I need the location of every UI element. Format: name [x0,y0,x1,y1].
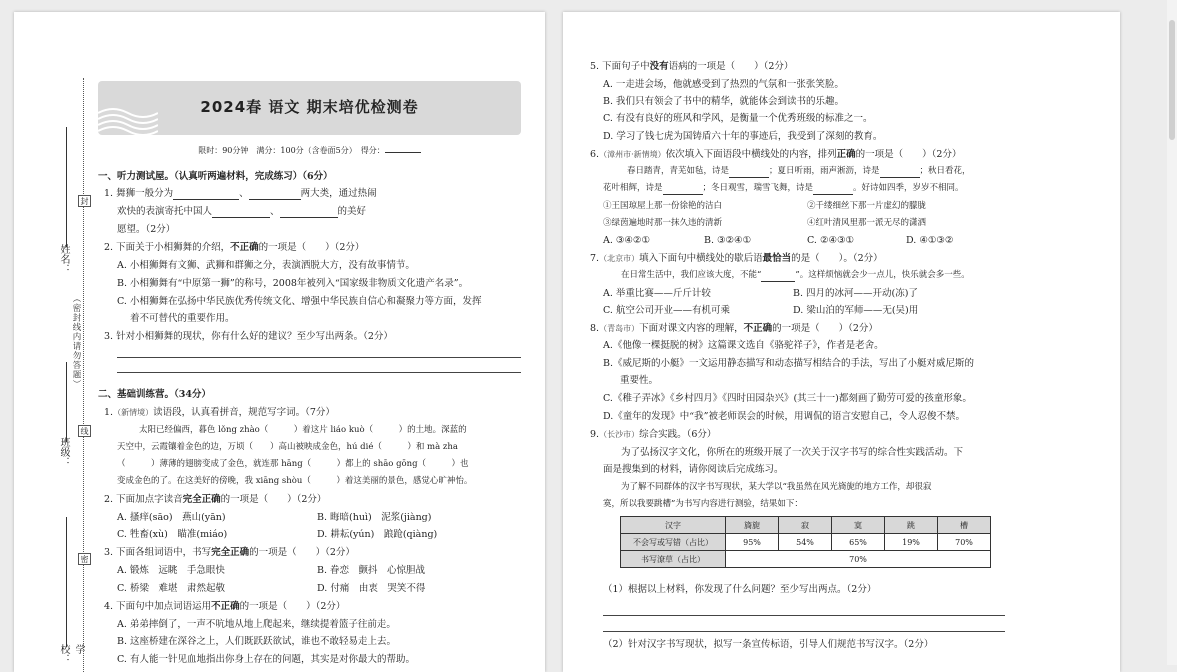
option: C.《稚子弄冰》《乡村四月》《四时田园杂兴》(其三十一)都刻画了勤劳可爱的孩童形象。 [603,393,972,404]
option: ①王国琼屋上那一份徐艳的洁白 [603,201,723,211]
q-tag: （长沙市） [599,430,640,439]
q-emphasis: 没有 [649,61,669,72]
option: B. 小相狮舞有“中原第一狮”的称号，2008年被列入“国家级非物质文化遗产名录”。 [117,278,469,289]
option: C. 有人能一针见血地指出你身上存在的问题，其实是对你最大的帮助。 [117,654,415,665]
q-emphasis: 正确 [836,149,856,160]
scrollbar-thumb[interactable] [1169,20,1175,140]
question-9 [590,428,716,441]
q-emphasis: 不正确 [211,601,240,612]
blank [813,184,853,195]
binding-margin [14,12,96,672]
q-text: 综合实践。（6分） [639,429,717,440]
answer-line[interactable] [117,357,521,358]
q-text: 读语段，认真看拼音，规范写字词。（7分） [153,407,335,418]
table-row-header: 不会写或写错（占比） [621,534,726,551]
question-2 [104,493,326,506]
question-5 [590,60,793,73]
q-text: 欢快的表演寄托中国人 [117,206,213,217]
q-emphasis: 最恰当 [762,253,792,264]
table-header-cell: 跳 [885,517,938,534]
q-text: 在日常生活中，我们应该大度，不能“ [621,270,762,280]
sub-question: （2）针对汉字书写现状，拟写一条宣传标语，引导人们规范书写汉字。（2分） [603,639,934,650]
passage-line: 寞，所以我要跳槽”为书写内容进行测验，结果如下： [603,499,803,509]
seal-mark: 密 [80,555,89,563]
option: B. 四月的冰河——开动(冻)了 [793,288,918,299]
option: D.《童年的发现》中“我”被老师误会的时候，用调侃的语言安慰自己，令人忍俊不禁。 [603,411,966,422]
question-3: 3. 针对小相狮舞的现状，你有什么好的建议？至少写出两条。（2分） [104,331,393,342]
option: 重要性。 [620,375,659,386]
score-blank [385,152,421,153]
option: A. 小相狮舞有文狮、武狮和群狮之分，表演洒脱大方，没有故事情节。 [117,260,415,271]
table-cell: 70% [726,551,991,568]
answer-line[interactable] [603,615,1005,616]
q-text: 的是（ ）。（2分） [791,253,883,264]
answer-line[interactable] [117,372,521,373]
q-text: 4. 下面句中加点词语运用 [104,601,212,612]
blank [663,184,703,195]
blank [212,207,270,218]
option: A. ③④②① [603,235,650,246]
school-underline [66,517,67,647]
passage-line: 面是搜集到的材料，请你阅读后完成练习。 [603,464,784,475]
passage-line: 为了解不同群体的汉字书写现状，某大学以“我虽然在风光旖旎的地方工作，却很寂 [621,482,932,492]
option: A. 锻炼 远眺 手急眼快 [117,565,225,576]
section-heading: 二、基础训练营。（34分） [98,389,211,400]
q-text: 的一项是（ ）（2分） [772,323,878,334]
option: A.《他像一棵挺脱的树》这篇课文选自《骆驼祥子》，作者是老舍。 [603,340,884,351]
name-underline [66,127,67,247]
option: B. 晦暗(huì) 泥浆(jiàng) [317,512,432,523]
q-emphasis: 完全正确 [211,547,250,558]
class-underline [66,362,67,442]
blank [249,189,301,200]
question-3 [104,546,355,559]
q-text: 1. 舞狮一般分为 [104,188,174,199]
q-text: 春日踏青，青芜如毡，诗是 [627,166,730,176]
option: C. 牲畜(xù) 瞄准(miáo) [117,529,228,540]
q-text: 8. [590,323,600,334]
q-tag: （新情境） [113,408,154,417]
answer-line[interactable] [603,631,1005,632]
option: B. ③②④① [704,235,752,246]
q-text: 、 [270,206,280,217]
survey-table [620,516,991,568]
q-text: 1. [104,407,114,418]
option: A. 举重比赛——斤斤计较 [603,288,711,299]
q-text: 的一项是（ ）（2分） [249,547,355,558]
table-header-cell: 旖旎 [726,517,779,534]
table-row [621,534,991,551]
q-text: 的一项是（ ）（2分） [855,149,962,160]
q-tag: （青岛市） [599,324,640,333]
section-heading: 一、听力测试屋。（认真听两遍材料，完成练习）（6分） [98,171,333,182]
table-row [621,551,991,568]
exam-page-right [563,12,1120,672]
option: B. 我们只有领会了书中的精华，就能体会到读书的乐趣。 [603,96,845,107]
option: ③绿茵遍地时那一抹久违的清新 [603,218,723,228]
option: D. 耕耘(yún) 踉跄(qiàng) [317,529,438,540]
question-6 [590,148,961,161]
question-8 [590,322,878,335]
meta-text: 限时：90分钟 满分：100分（含卷面5分） 得分： [198,146,385,155]
blank [280,207,338,218]
passage-line: 变成金色的了。在这美好的傍晚，我 xiāng shòu（ ）着这美丽的景色，感觉心旷神怡。 [117,476,473,486]
table-header-cell: 汉字 [621,517,726,534]
question-2 [104,241,364,254]
q-emphasis: 完全正确 [182,494,221,505]
q-text: 6. [590,149,600,160]
passage-line: （ ）薄薄的翅膀变成了金色，就连那 hāng（ ）都上的 shāo gōng（ ）也 [117,459,469,469]
option: D. ④①③② [906,235,954,246]
option: D. 付痛 由衷 哭笑不得 [317,583,426,594]
q-text: ；冬日观雪，瑞雪飞舞，诗是 [702,183,814,193]
q-text: 下面对课文内容的理解， [639,323,744,334]
blank [729,167,769,178]
q-emphasis: 不正确 [230,242,259,253]
q-text: 两大类，通过热闹 [300,188,377,199]
q-text: 9. [590,429,600,440]
q-text: 。好诗如四季，岁岁不相同。 [853,183,964,193]
exam-title: 2024春 语文 期末培优检测卷 [200,98,419,116]
q-text: 的一项是（ ）（2分） [239,601,346,612]
option: D. 梁山泊的军师——无(吴)用 [793,305,919,316]
sub-question: （1）根据以上材料，你发现了什么问题？至少写出两点。（2分） [603,584,877,595]
table-row [621,517,991,534]
blank [761,271,795,282]
q-text: ；秋日看花， [919,166,971,176]
q-tag: （北京市） [599,254,640,263]
option: C. 桥梁 难堪 肃然起敬 [117,583,225,594]
q-text: 5. 下面句子中 [590,61,650,72]
title-banner [98,81,521,135]
table-cell: 54% [779,534,832,551]
blank [880,167,920,178]
exam-page-left [14,12,545,672]
option: C. 有没有良好的班风和学风，是衡量一个优秀班级的标准之一。 [603,113,873,124]
q-text: 花叶相辉，诗是 [603,183,663,193]
scrollbar[interactable] [1167,0,1177,665]
question-line: 愿望。（2分） [117,224,176,235]
option: B.《威尼斯的小艇》一文运用静态描写和动态描写相结合的手法，写出了小艇对威尼斯的 [603,358,975,369]
q-tag: （漳州市·新情境） [599,150,666,159]
blank [173,189,239,200]
option: C. ②④③① [807,235,855,246]
q-text: 语病的一项是（ ）（2分） [668,61,794,72]
school-label: 学校： [58,644,84,664]
table-header-cell: 寂 [779,517,832,534]
question-1 [104,187,377,200]
table-header-cell: 寞 [832,517,885,534]
question-line [117,205,366,218]
passage-line [603,182,964,195]
passage-line: 太阳已经偏西，暮色 lǒng zhào（ ）着这片 liáo kuò（ ）的土地。深蓝的 [139,425,467,435]
table-row-header: 书写潦草（占比） [621,551,726,568]
option: ②千缕细丝下那一片虚幻的朦胧 [807,201,927,211]
seal-mark: 线 [80,427,89,435]
option: A. 弟弟摔倒了，一声不吭地从地上爬起来，继续提着篮子往前走。 [117,619,396,630]
question-1 [104,406,335,419]
table-cell: 70% [938,534,991,551]
option: B. 这座桥建在深谷之上，人们既跃跃欲试，谁也不敢轻易走上去。 [117,636,397,647]
seal-line [83,78,84,672]
option: ④红叶清风里那一派无尽的潇洒 [807,218,927,228]
option: B. 眷恋 颤抖 心惊胆战 [317,565,426,576]
question-7 [590,252,883,265]
exam-meta [98,145,521,156]
passage-line: 天空中，云霞镶着金色的边，万顷（ ）高山被映成金色，hú dié（ ）和 mà zha [117,442,458,452]
table-cell: 19% [885,534,938,551]
q-text: ”。这样烦恼就会少一点儿，快乐就会多一些。 [795,270,970,280]
q-text: 2. 下面加点字读音 [104,494,183,505]
seal-warning: （密封线内请勿答题） [71,294,81,389]
q-text: 2. 下面关于小相狮舞的介绍， [104,242,231,253]
q-emphasis: 不正确 [743,323,773,334]
q-text: 7. [590,253,600,264]
passage-line [621,269,970,282]
option: D. 学习了钱七虎为国铸盾六十年的事迹后，我受到了深刻的教育。 [603,131,883,142]
option: 着不可替代的重要作用。 [130,313,235,324]
q-text: 的一项是（ ）（2分） [220,494,327,505]
table-cell: 95% [726,534,779,551]
q-text: 3. 下面各组词语中，书写 [104,547,212,558]
name-label: 姓名： [58,244,69,274]
option: A. 一走进会场，他就感受到了热烈的气氛和一张张笑脸。 [603,79,844,90]
class-label: 班级： [58,437,69,467]
table-cell: 65% [832,534,885,551]
q-text: 的美好 [337,206,367,217]
q-text: 填入下面句中横线处的歇后语 [639,253,763,264]
table-header-cell: 槽 [938,517,991,534]
question-4 [104,600,345,613]
option: C. 小相狮舞在弘扬中华民族优秀传统文化、增强中华民族自信心和凝聚力等方面，发挥 [117,296,482,307]
option: C. 航空公司开业——有机可乘 [603,305,730,316]
option: A. 搔痒(sāo) 燕山(yān) [117,512,226,523]
q-text: 、 [239,188,249,199]
q-text: 的一项是（ ）（2分） [258,242,365,253]
passage-line [627,165,971,178]
q-text: ；夏日听雨，雨声淅沥，诗是 [769,166,880,176]
q-text: 依次填入下面语段中横线处的内容，排列 [665,149,837,160]
passage-line: 为了弘扬汉字文化，你所在的班级开展了一次关于汉字书写的综合性实践活动。下 [621,447,964,458]
seal-mark: 封 [80,197,89,205]
